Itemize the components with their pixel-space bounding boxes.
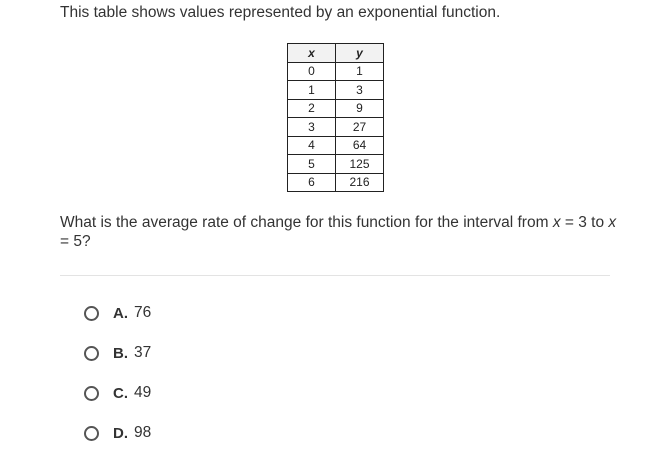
table-header-row (288, 44, 384, 63)
table-cell-y: 125 (336, 155, 384, 174)
table-cell-x: 0 (288, 62, 336, 81)
table-row (288, 173, 384, 192)
choice-value: 37 (134, 344, 152, 361)
intro-text: This table shows values represented by an exponential function. (60, 4, 501, 21)
table-cell-y: 1 (336, 62, 384, 81)
choice-letter: D. (113, 424, 128, 442)
choice-d[interactable] (84, 422, 151, 444)
table-cell-y: 27 (336, 118, 384, 137)
choice-a[interactable] (84, 302, 151, 324)
table-cell-x: 6 (288, 173, 336, 192)
radio-button-icon[interactable] (84, 306, 99, 321)
radio-button-icon[interactable] (84, 426, 99, 441)
question-var-x2: x (608, 214, 617, 231)
table-row (288, 155, 384, 174)
choice-letter: C. (113, 384, 128, 402)
choice-value: 76 (134, 304, 152, 321)
table-cell-x: 3 (288, 118, 336, 137)
table-header-x: x (288, 44, 336, 63)
choice-value: 49 (134, 384, 152, 401)
table-row (288, 62, 384, 81)
table-cell-y: 216 (336, 173, 384, 192)
choice-b[interactable] (84, 342, 151, 364)
answer-choices (84, 302, 151, 462)
question-part1: What is the average rate of change for this function for the interval from (60, 214, 553, 231)
table-cell-x: 1 (288, 81, 336, 100)
table-header-y: y (336, 44, 384, 63)
question-var-x1: x (552, 214, 561, 231)
table-row (288, 136, 384, 155)
table-row (288, 81, 384, 100)
question-part2: = 3 to (560, 214, 609, 231)
values-table-container (287, 43, 384, 192)
divider (60, 275, 610, 276)
choice-value: 98 (134, 424, 152, 441)
table-cell-y: 9 (336, 99, 384, 118)
table-cell-x: 2 (288, 99, 336, 118)
table-cell-y: 64 (336, 136, 384, 155)
table-row (288, 99, 384, 118)
choice-c[interactable] (84, 382, 151, 404)
choice-letter: A. (113, 304, 128, 322)
table-cell-x: 5 (288, 155, 336, 174)
question-part3: = 5? (60, 233, 91, 250)
values-table (287, 43, 384, 192)
table-row (288, 118, 384, 137)
choice-letter: B. (113, 344, 128, 362)
table-cell-x: 4 (288, 136, 336, 155)
radio-button-icon[interactable] (84, 386, 99, 401)
table-cell-y: 3 (336, 81, 384, 100)
radio-button-icon[interactable] (84, 346, 99, 361)
question-text (60, 213, 620, 251)
